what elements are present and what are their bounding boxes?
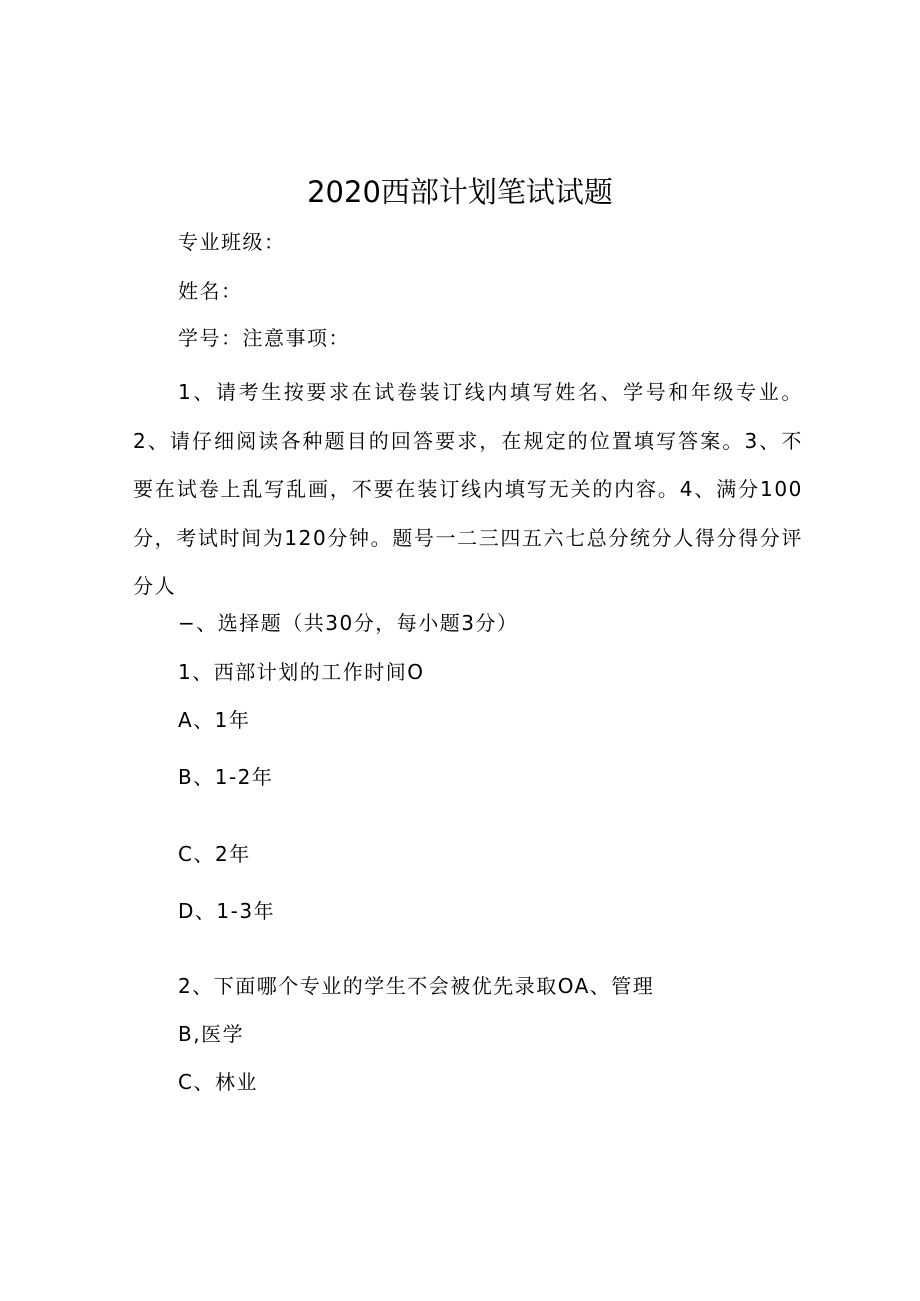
question-1-option-c: C、2年 <box>178 842 251 866</box>
question-1-option-d: D、1-3年 <box>178 899 276 923</box>
major-class-field: 专业班级： <box>178 230 286 254</box>
exam-title: 2020西部计划笔试试题 <box>307 175 613 209</box>
question-2-option-b: B,医学 <box>178 1022 245 1046</box>
question-2-option-c: C、林业 <box>178 1070 258 1094</box>
question-1-option-a: A、1年 <box>178 708 251 732</box>
question-2-stem: 2、下面哪个专业的学生不会被优先录取OA、管理 <box>178 974 655 998</box>
question-1-option-b: B、1-2年 <box>178 765 274 789</box>
notice-paragraph: 1、请考生按要求在试卷装订线内填写姓名、学号和年级专业。2、请仔细阅读各种题目的回答要求，在规定的位置填写答案。3、不要在试卷上乱写乱画，不要在装订线内填写无关的内容。4、满分100分，考试时间为120分钟。题号一二三四五六七总分统分人得分得分评分人 <box>133 380 803 598</box>
section-one-heading: −、选择题（共30分，每小题3分） <box>178 611 519 635</box>
student-id-notes-label: 学号：注意事项： <box>178 326 350 350</box>
name-field: 姓名： <box>178 279 243 303</box>
question-1-stem: 1、西部计划的工作时间O <box>178 660 425 684</box>
